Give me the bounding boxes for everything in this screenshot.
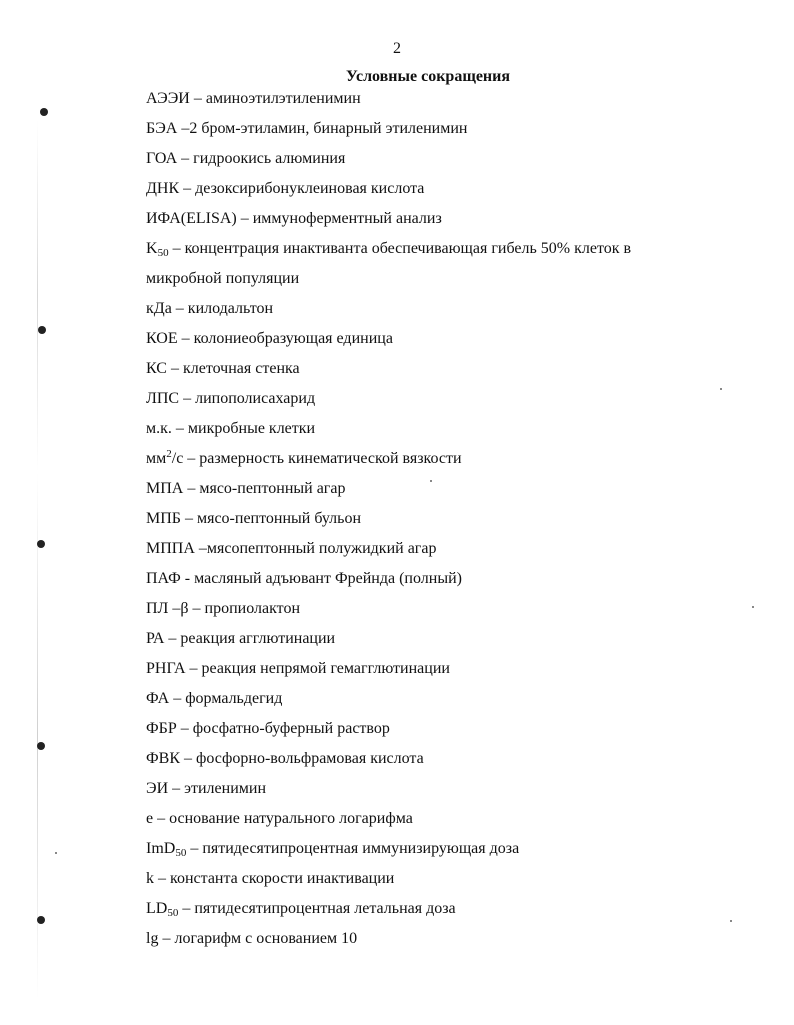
abbreviation-definition: килодальтон [187,300,274,317]
abbreviation-term: РА [146,630,165,647]
abbreviation-definition: этиленимин [184,780,267,797]
abbreviation-entry [146,898,746,928]
abbreviation-entry [146,208,746,238]
abbreviation-term: МПА [146,480,184,497]
abbreviation-separator: – [171,300,188,317]
abbreviation-definition: фосфорно-вольфрамовая кислота [195,750,424,767]
abbreviation-separator: – [179,750,196,767]
binder-hole-mark [40,108,48,116]
abbreviation-definition: аминоэтилэтиленимин [205,90,361,107]
abbreviation-entry [146,448,746,478]
abbreviation-separator: – [153,810,170,827]
abbreviation-separator: – [158,930,175,947]
abbreviation-subscript: 50 [175,847,187,859]
abbreviation-entry [146,928,746,958]
abbreviation-definition: основание натурального логарифма [169,810,413,827]
abbreviation-term: АЭЭИ [146,90,190,107]
abbreviation-term: ИФА(ELISA) [146,210,237,227]
page-title: Условные сокращения [345,68,511,85]
abbreviation-entry [146,688,746,718]
scan-margin-shadow [37,120,38,1000]
abbreviation-definition: клеточная стенка [182,360,300,377]
abbreviation-entry [146,148,746,178]
abbreviation-term-tail: /с [171,450,184,467]
abbreviation-separator: – [168,600,181,617]
abbreviation-definition: формальдегид [185,690,283,707]
abbreviation-separator: – [171,420,188,437]
abbreviation-term: LD [146,900,168,917]
abbreviation-term: КОЕ [146,330,178,347]
abbreviation-definition: мясопептонный полужидкий агар [206,540,437,557]
page-number: 2 [393,40,401,57]
abbreviation-definition: пятидесятипроцентная летальная доза [194,900,456,917]
abbreviation-term: МПБ [146,510,181,527]
abbreviation-subscript: 50 [157,247,169,259]
abbreviation-term: ГОА [146,150,178,167]
abbreviation-term: кДа [146,300,172,317]
abbreviation-definition: дезоксирибонуклеиновая кислота [195,180,425,197]
abbreviation-separator: – [179,390,196,407]
abbreviation-separator: – [180,510,197,527]
abbreviation-term: k [146,870,154,887]
abbreviation-definition: реакция непрямой гемагглютинации [201,660,450,677]
abbreviation-term: ПАФ [146,570,181,587]
abbreviation-definition: концентрация инактиванта обеспечивающая гибель 50% клеток в [184,240,632,257]
scan-speck [55,852,57,854]
abbreviation-entry [146,178,746,208]
abbreviation-separator: - [180,570,195,587]
abbreviation-separator: – [154,870,170,887]
abbreviation-definition: логарифм с основанием 10 [174,930,358,947]
abbreviation-definition: колониеобразующая единица [193,330,393,347]
abbreviation-separator: – [166,360,183,377]
abbreviation-entry [146,508,746,538]
abbreviation-entry [146,748,746,778]
abbreviation-definition: фосфатно-буферный раствор [192,720,390,737]
abbreviation-separator: – [177,330,194,347]
abbreviation-term: ФВК [146,750,180,767]
binder-hole-mark [37,916,45,924]
abbreviation-entry [146,328,746,358]
abbreviation-definition: мясо-пептонный агар [199,480,346,497]
abbreviation-separator: – [189,90,206,107]
abbreviation-separator: – [177,150,194,167]
abbreviation-entry [146,88,746,118]
abbreviation-term: lg [146,930,159,947]
abbreviation-separator: – [164,630,181,647]
abbreviation-term: ЛПС [146,390,180,407]
abbreviation-term: e [146,810,154,827]
abbreviation-term: МППА [146,540,195,557]
abbreviation-entry [146,358,746,388]
abbreviation-entry [146,238,746,268]
abbreviation-term: ФА [146,690,170,707]
abbreviation-term: ФБР [146,720,177,737]
abbreviation-separator: – [177,120,190,137]
abbreviation-term: РНГА [146,660,186,677]
abbreviation-definition: пятидесятипроцентная иммунизирующая доза [202,840,520,857]
abbreviation-definition: гидроокись алюминия [193,150,346,167]
abbreviation-term: БЭА [146,120,178,137]
abbreviation-entry [146,388,746,418]
abbreviation-separator: – [194,540,207,557]
abbreviation-term: м.к. [146,420,172,437]
abbreviation-separator: – [236,210,253,227]
abbreviation-separator: – [168,240,185,257]
abbreviation-subscript: 50 [167,907,179,919]
abbreviation-entry [146,478,746,508]
abbreviation-entry [146,598,746,628]
abbreviation-term: КС [146,360,167,377]
abbreviation-entry [146,718,746,748]
binder-hole-mark [37,742,45,750]
abbreviation-entry [146,868,746,898]
abbreviation-entry [146,118,746,148]
binder-hole-mark [38,326,46,334]
abbreviation-term: ПЛ [146,600,169,617]
abbreviation-entry [146,628,746,658]
abbreviation-term: ImD [146,840,176,857]
binder-hole-mark [37,540,45,548]
abbreviation-definition: реакция агглютинации [180,630,336,647]
abbreviation-separator: – [185,660,202,677]
abbreviation-term: мм [146,450,167,467]
abbreviation-definition: константа скорости инактивации [170,870,395,887]
abbreviation-definition: микробные клетки [187,420,316,437]
abbreviation-separator: – [179,180,196,197]
abbreviation-superscript: 2 [166,448,172,460]
abbreviation-term: ДНК [146,180,180,197]
abbreviation-entry [146,268,746,298]
abbreviation-entry [146,298,746,328]
abbreviation-separator: – [183,450,200,467]
abbreviation-separator: – [169,690,186,707]
abbreviation-term: K [146,240,158,257]
abbreviation-definition: масляный адъювант Фрейнда (полный) [194,570,462,587]
abbreviation-definition: иммуноферментный анализ [252,210,442,227]
abbreviation-definition: липополисахарид [195,390,316,407]
abbreviation-separator: – [183,480,200,497]
abbreviation-entry [146,538,746,568]
abbreviation-separator: – [186,840,203,857]
abbreviation-definition: размерность кинематической вязкости [199,450,462,467]
abbreviation-definition: мясо-пептонный бульон [196,510,361,527]
abbreviation-entry [146,808,746,838]
abbreviation-entry [146,568,746,598]
scan-speck [752,606,754,608]
abbreviation-term: ЭИ [146,780,169,797]
abbreviation-entry [146,838,746,868]
abbreviation-definition: микробной популяции [146,270,300,287]
abbreviation-list [146,88,746,958]
abbreviation-definition: 2 бром-этиламин, бинарный этиленимин [189,120,468,137]
abbreviation-definition: β – пропиолактон [180,600,301,617]
abbreviation-entry [146,778,746,808]
abbreviation-entry [146,418,746,448]
abbreviation-separator: – [176,720,193,737]
abbreviation-separator: – [168,780,185,797]
abbreviation-separator: – [178,900,195,917]
abbreviation-entry [146,658,746,688]
